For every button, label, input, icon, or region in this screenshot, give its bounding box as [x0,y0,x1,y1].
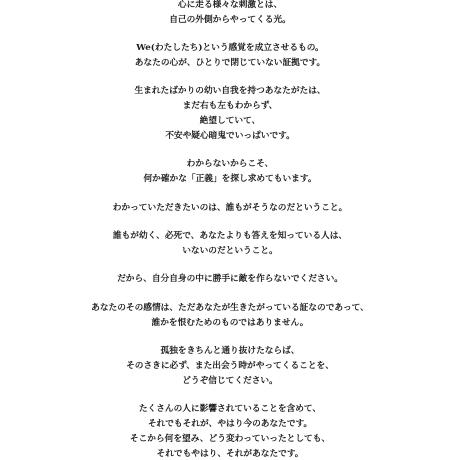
poem-line: We(わたしたち)という感覚を成立させるもの。 [136,43,324,53]
poem-line: 心に走る様々な刺激とは、 [177,0,283,10]
poem-line: それでもやはり、それがあなたです。 [156,449,304,459]
poem-line: まだ右も左もわからず、 [182,101,278,111]
poem-line: 何か確かな「正義」を探し求めてもいます。 [143,174,317,184]
poem-line: どうぞ信じてください。 [182,376,278,386]
poem-line: そのさきに必ず、また出会う時がやってくることを、 [126,361,334,371]
poem-line: たくさんの人に影響されていることを含めて、 [138,404,322,414]
poem-line: 絶望していて、 [199,116,261,126]
poem-line: それでもそれが、やはり今のあなたです。 [147,419,313,429]
poem-line: そこから何を望み、どう変わっていったとしても、 [129,434,331,444]
poem-line: いないのだということ。 [182,246,278,256]
poem-line: 孤独をきちんと通り抜けたならば、 [160,346,300,356]
poem-line: あなたの心が、ひとりで閉じていない証拠です。 [134,58,326,68]
poem-line: 生まれたばかりの幼い自我を持つあなたがたは、 [134,86,326,96]
poem-line: 自己の外側からやってくる光。 [169,15,291,25]
poem-line: だから、自分自身の中に勝手に敵を作らないでください。 [117,274,343,284]
poem-line: 不安や疑心暗鬼でいっぱいです。 [165,131,295,141]
poem-line: わかっていただきたいのは、誰もがそうなのだということ。 [112,203,348,213]
poem-line: わからないからこそ、 [186,159,274,169]
poem-line: 誰かを恨むためのものではありません。 [151,318,309,328]
poem-line: あなたのその感情は、ただあなたが生きたがっている証なのであって、 [91,303,369,313]
poem-line: 誰もが幼く、必死で、あなたよりも答えを知っている人は、 [112,231,348,241]
